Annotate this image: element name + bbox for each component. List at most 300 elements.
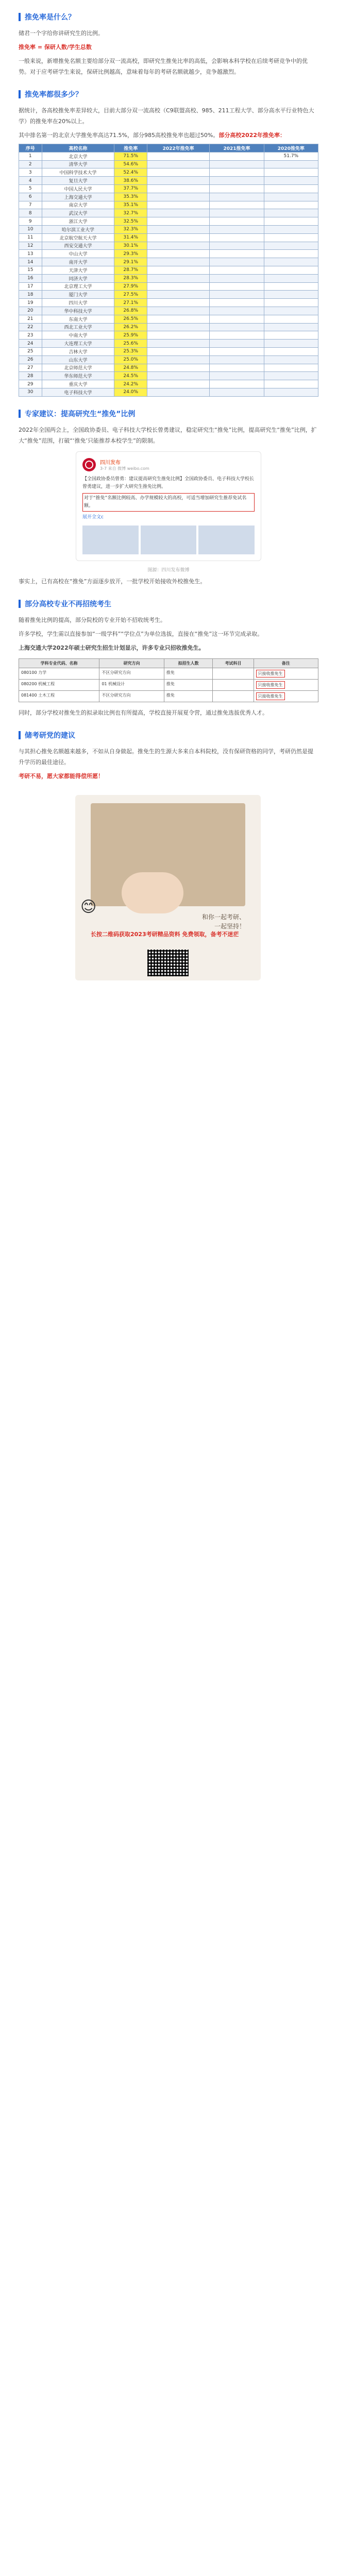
table-cell: 不区分研究方向 <box>99 668 164 679</box>
table-cell <box>147 266 209 274</box>
column-header: 高校名称 <box>42 144 114 152</box>
table-row <box>19 193 318 201</box>
university-name: 上海交通大学 <box>42 193 114 201</box>
table-cell <box>147 307 209 315</box>
table-cell <box>147 152 209 160</box>
table-cell <box>147 217 209 226</box>
table-cell: 9 <box>19 217 42 226</box>
table-cell <box>147 315 209 323</box>
table-cell <box>264 217 318 226</box>
university-name: 北京大学 <box>42 152 114 160</box>
table-cell <box>210 250 264 258</box>
table-cell <box>264 250 318 258</box>
column-header: 研究方向 <box>99 658 164 668</box>
table-cell: 22 <box>19 323 42 331</box>
table-cell <box>147 331 209 340</box>
table-cell: 推免 <box>164 690 213 702</box>
paragraph <box>19 130 318 141</box>
university-name: 武汉大学 <box>42 209 114 217</box>
table-cell: 27.1% <box>114 299 147 307</box>
table-row <box>19 168 318 177</box>
table-cell: 27 <box>19 364 42 372</box>
table-cell <box>210 193 264 201</box>
table-cell <box>264 380 318 388</box>
table-row <box>19 225 318 233</box>
table-cell <box>147 282 209 291</box>
note-highlight: 只接收推免生 <box>256 670 285 677</box>
university-name: 北京理工大学 <box>42 282 114 291</box>
table-cell: 7 <box>19 201 42 209</box>
table-cell <box>147 242 209 250</box>
table-cell <box>147 209 209 217</box>
table-cell <box>254 668 318 679</box>
table-cell: 29 <box>19 380 42 388</box>
table-cell: 080100 力学 <box>19 668 99 679</box>
university-name: 东南大学 <box>42 315 114 323</box>
table-cell <box>147 184 209 193</box>
university-name: 中国人民大学 <box>42 184 114 193</box>
weibo-header <box>82 458 255 471</box>
university-name: 四川大学 <box>42 299 114 307</box>
table-cell: 24.0% <box>114 388 147 396</box>
table-cell <box>264 233 318 242</box>
table-row <box>19 152 318 160</box>
table-cell <box>264 193 318 201</box>
university-name: 华中科技大学 <box>42 307 114 315</box>
table-cell <box>147 225 209 233</box>
table-cell <box>213 679 254 690</box>
table-cell <box>147 340 209 348</box>
table-cell: 推免 <box>164 668 213 679</box>
table-cell: 8 <box>19 209 42 217</box>
university-name: 北京航空航天大学 <box>42 233 114 242</box>
table-cell <box>210 160 264 168</box>
note-highlight: 只接收推免生 <box>256 692 285 700</box>
avatar <box>82 458 96 471</box>
table-cell <box>264 225 318 233</box>
paragraph: 一般来说，新增推免名额主要给部分双一流高校，即研究生推免比率的高低，会影响本科学校在后续考研竞争中的优势。对于应考研学生来说，保研比例越高，意味着每年的考研名额就越少，竞争越激烈。 <box>19 58 308 75</box>
paragraph: 2022年全国两会上，全国政协委员、电子科技大学校长曾勇建议，稳定研究生“推免”比例，提高研究生“推免”比例，扩大“推免”范围，打破“‘推免’只能推荐本校学生”的限制。 <box>19 426 317 444</box>
paragraph-text: 其中排名第一的北京大学推免率高达71.5%，部分985高校推免率也超过50%。 <box>19 132 219 139</box>
table-cell <box>147 323 209 331</box>
university-name: 天津大学 <box>42 266 114 274</box>
university-name: 清华大学 <box>42 160 114 168</box>
section-heading <box>19 596 318 612</box>
table-cell <box>210 323 264 331</box>
table-cell <box>210 282 264 291</box>
section-heading <box>19 87 318 102</box>
table-cell <box>210 217 264 226</box>
table-cell: 01 机械设计 <box>99 679 164 690</box>
table-cell <box>264 201 318 209</box>
table-cell <box>264 160 318 168</box>
table-cell <box>254 690 318 702</box>
table-row <box>19 282 318 291</box>
weibo-highlight: 对于“推免”名额比例较高、办学规模较大的高校，可适当增加研究生推荐免试名额。 <box>82 493 255 512</box>
section-title: 储考研党的建议 <box>25 731 75 740</box>
table-row <box>19 233 318 242</box>
table-cell <box>264 372 318 380</box>
weibo-author[interactable]: 四川发布 <box>100 460 121 466</box>
table-cell <box>264 266 318 274</box>
table-cell <box>147 380 209 388</box>
university-name: 大连理工大学 <box>42 340 114 348</box>
table-cell <box>210 388 264 396</box>
table-cell: 26.8% <box>114 307 147 315</box>
table-cell <box>210 364 264 372</box>
table-cell <box>264 184 318 193</box>
section-title: 推免率都很多少？ <box>25 91 82 99</box>
table-cell <box>210 315 264 323</box>
table-row <box>19 274 318 282</box>
table-cell <box>147 201 209 209</box>
table-cell <box>147 291 209 299</box>
table-cell: 18 <box>19 291 42 299</box>
table-row <box>19 177 318 185</box>
table-cell: 12 <box>19 242 42 250</box>
table-row <box>19 299 318 307</box>
university-name: 吉林大学 <box>42 347 114 355</box>
column-header: 备注 <box>254 658 318 668</box>
table-cell <box>147 355 209 364</box>
table-cell: 25.3% <box>114 347 147 355</box>
heading-bar <box>19 600 21 608</box>
table-cell <box>147 177 209 185</box>
table-row <box>19 372 318 380</box>
table-cell: 35.3% <box>114 193 147 201</box>
weibo-card <box>76 451 261 561</box>
university-name: 同济大学 <box>42 274 114 282</box>
table-row <box>19 323 318 331</box>
table-row <box>19 364 318 372</box>
table-row <box>19 307 318 315</box>
table-cell: 3 <box>19 168 42 177</box>
table-cell: 29.3% <box>114 250 147 258</box>
university-name: 重庆大学 <box>42 380 114 388</box>
table-cell <box>264 347 318 355</box>
table-cell <box>210 274 264 282</box>
column-header: 2020推免率 <box>264 144 318 152</box>
plan-table <box>19 658 318 702</box>
table-cell <box>147 250 209 258</box>
heading-bar <box>19 410 21 418</box>
table-cell: 081400 土木工程 <box>19 690 99 702</box>
table-cell <box>147 233 209 242</box>
university-name: 哈尔滨工业大学 <box>42 225 114 233</box>
table-row <box>19 184 318 193</box>
university-name: 南开大学 <box>42 258 114 266</box>
promo-card <box>75 795 261 980</box>
university-name: 浙江大学 <box>42 217 114 226</box>
section-title: 专家建议：提高研究生“推免”比例 <box>25 410 136 418</box>
table-row <box>19 242 318 250</box>
qr-code[interactable] <box>147 950 189 976</box>
table-cell <box>147 160 209 168</box>
table-cell: 32.5% <box>114 217 147 226</box>
paragraph: 同时，部分学校对推免生的拟录取比例也有所提高，学校直接开展夏令营，通过推免选拔优秀人才。 <box>19 709 268 716</box>
table-cell <box>210 201 264 209</box>
promo-banner <box>19 790 318 986</box>
table-row <box>19 355 318 364</box>
table-row <box>19 380 318 388</box>
table-cell <box>210 168 264 177</box>
table-body <box>19 152 318 396</box>
promo-slogan: 和你一起考研、 一起坚持！ <box>201 913 245 930</box>
table-cell: 38.6% <box>114 177 147 185</box>
table-cell: 24.2% <box>114 380 147 388</box>
heading-bar <box>19 731 21 739</box>
table-cell: 54.6% <box>114 160 147 168</box>
weibo-image[interactable] <box>82 526 139 554</box>
table-cell <box>210 152 264 160</box>
table-cell <box>147 258 209 266</box>
table-cell: 推免 <box>164 679 213 690</box>
table-row <box>19 668 318 679</box>
table-cell: 25.0% <box>114 355 147 364</box>
table-cell: 不区分研究方向 <box>99 690 164 702</box>
table-cell <box>147 388 209 396</box>
table-cell: 17 <box>19 282 42 291</box>
table-row <box>19 347 318 355</box>
table-cell <box>210 184 264 193</box>
column-header: 推免率 <box>114 144 147 152</box>
table-row <box>19 217 318 226</box>
table-cell <box>210 177 264 185</box>
table-cell <box>264 355 318 364</box>
table-cell <box>210 340 264 348</box>
table-cell: 37.7% <box>114 184 147 193</box>
table-row <box>19 340 318 348</box>
paragraph: 许多学校，学生需以直接参加“一级学科”“学位点”为单位选拔，直接在“推免”这一环节完成录取。 <box>19 630 263 637</box>
table-row <box>19 291 318 299</box>
table-cell <box>264 274 318 282</box>
column-header: 序号 <box>19 144 42 152</box>
avatar-icon <box>85 461 93 469</box>
table-cell <box>147 299 209 307</box>
table-cell: 19 <box>19 299 42 307</box>
university-name: 复旦大学 <box>42 177 114 185</box>
article <box>0 9 337 986</box>
table-row <box>19 266 318 274</box>
table-cell: 28.3% <box>114 274 147 282</box>
university-name: 北京师范大学 <box>42 364 114 372</box>
table-cell <box>264 340 318 348</box>
table-cell: 24 <box>19 340 42 348</box>
weibo-body: 【全国政协委员曾勇：建议提高研究生推免比例】全国政协委员、电子科技大学校长曾勇建议，进一步扩大研究生推免比例。 <box>82 476 255 489</box>
promo-hand-image <box>122 872 183 913</box>
smile-emoji-icon: 😊 <box>80 897 97 916</box>
table-cell: 52.4% <box>114 168 147 177</box>
table-cell: 10 <box>19 225 42 233</box>
table-body <box>19 668 318 702</box>
table-cell <box>264 388 318 396</box>
paragraph: 上海交通大学2022年硕士研究生招生计划显示，许多专业只招收推免生。 <box>19 644 205 651</box>
table-cell <box>264 177 318 185</box>
table-cell: 23 <box>19 331 42 340</box>
paragraph: 考研不易，愿大家都能得偿所愿！ <box>19 772 104 779</box>
table-cell <box>147 347 209 355</box>
paragraph: 与其担心推免名额越来越多，不如从自身做起。推免生的生源大多来自本科院校，没有保研资格的同学，考研仍然是提升学历的最佳途径。 <box>19 748 313 766</box>
table-cell: 6 <box>19 193 42 201</box>
university-name: 西北工业大学 <box>42 323 114 331</box>
image-caption: 图源：四川发布微博 <box>147 567 190 573</box>
table-cell: 21 <box>19 315 42 323</box>
paragraph: 据统计，各高校推免率差异较大，目前大部分双一流高校（C9联盟高校、985、211工程大学、部分高水平行业特色大学）的推免率在20%以上。 <box>19 107 314 125</box>
table-cell: 5 <box>19 184 42 193</box>
weibo-image[interactable] <box>198 526 255 554</box>
table-cell: 26 <box>19 355 42 364</box>
table-cell: 080200 机械工程 <box>19 679 99 690</box>
table-cell <box>210 372 264 380</box>
weibo-text <box>82 476 255 521</box>
table-cell: 26.2% <box>114 323 147 331</box>
highlight-text: 部分高校2022年推免率： <box>218 132 286 139</box>
column-header: 拟招生人数 <box>164 658 213 668</box>
table-cell <box>210 307 264 315</box>
section-title: 推免率是什么？ <box>25 13 75 22</box>
table-cell: 51.7% <box>264 152 318 160</box>
column-header: 2021推免率 <box>210 144 264 152</box>
table-row <box>19 209 318 217</box>
section-title: 部分高校专业不再招统考生 <box>25 600 111 608</box>
table-cell <box>264 168 318 177</box>
university-name: 华东师范大学 <box>42 372 114 380</box>
table-cell: 32.3% <box>114 225 147 233</box>
table-cell: 16 <box>19 274 42 282</box>
table-cell <box>147 193 209 201</box>
table-header-row <box>19 144 318 152</box>
university-name: 中南大学 <box>42 331 114 340</box>
table-cell <box>210 242 264 250</box>
column-header: 考试科目 <box>213 658 254 668</box>
table-cell <box>264 242 318 250</box>
table-cell: 24.8% <box>114 364 147 372</box>
table-cell <box>264 364 318 372</box>
table-cell <box>264 258 318 266</box>
table-cell: 29.1% <box>114 258 147 266</box>
university-name: 中山大学 <box>42 250 114 258</box>
table-cell <box>147 364 209 372</box>
table-cell: 4 <box>19 177 42 185</box>
table-cell: 27.9% <box>114 282 147 291</box>
table-cell: 30 <box>19 388 42 396</box>
table-cell <box>210 225 264 233</box>
table-row <box>19 388 318 396</box>
table-row <box>19 690 318 702</box>
university-name: 西安交通大学 <box>42 242 114 250</box>
table-cell <box>264 282 318 291</box>
paragraph: 事实上，已有高校在“推免”方面逐步放开，一批学校开始接收外校推免生。 <box>19 578 206 585</box>
table-cell <box>264 291 318 299</box>
table-cell: 11 <box>19 233 42 242</box>
ranking-table <box>19 144 318 397</box>
table-cell <box>210 355 264 364</box>
table-cell <box>210 209 264 217</box>
table-cell <box>210 331 264 340</box>
table-row <box>19 315 318 323</box>
heading-bar <box>19 13 21 21</box>
column-header: 学科专业代码、名称 <box>19 658 99 668</box>
table-cell <box>264 209 318 217</box>
table-cell: 28 <box>19 372 42 380</box>
table-cell: 25.6% <box>114 340 147 348</box>
table-cell: 13 <box>19 250 42 258</box>
table-cell: 27.5% <box>114 291 147 299</box>
table-cell: 24.5% <box>114 372 147 380</box>
table-row <box>19 201 318 209</box>
weibo-meta <box>100 458 149 471</box>
table-row <box>19 679 318 690</box>
table-cell <box>264 331 318 340</box>
expand-link[interactable]: 展开全文c <box>82 514 104 520</box>
table-cell <box>210 291 264 299</box>
heading-bar <box>19 90 21 98</box>
table-cell <box>210 233 264 242</box>
table-cell <box>264 307 318 315</box>
table-cell: 71.5% <box>114 152 147 160</box>
table-cell <box>147 372 209 380</box>
table-row <box>19 160 318 168</box>
university-name: 厦门大学 <box>42 291 114 299</box>
table-cell: 25 <box>19 347 42 355</box>
table-cell: 35.1% <box>114 201 147 209</box>
section-heading <box>19 727 318 743</box>
university-name: 中国科学技术大学 <box>42 168 114 177</box>
table-cell: 14 <box>19 258 42 266</box>
table-cell: 26.5% <box>114 315 147 323</box>
table-cell <box>210 299 264 307</box>
table-cell: 30.1% <box>114 242 147 250</box>
table-cell: 20 <box>19 307 42 315</box>
university-name: 南京大学 <box>42 201 114 209</box>
weibo-images <box>82 526 255 554</box>
weibo-image[interactable] <box>141 526 197 554</box>
paragraph: 储君一个字给你讲研究生的比例。 <box>19 30 104 37</box>
section-heading <box>19 406 318 421</box>
section-heading <box>19 9 318 25</box>
table-cell <box>210 347 264 355</box>
table-cell <box>213 668 254 679</box>
table-cell: 2 <box>19 160 42 168</box>
table-row <box>19 258 318 266</box>
table-cell <box>264 299 318 307</box>
paragraph: 随着推免比例的提高，部分院校的专业开始不招收统考生。 <box>19 616 166 623</box>
table-cell <box>254 679 318 690</box>
column-header: 2022年推免率 <box>147 144 209 152</box>
formula: 推免率 = 保研人数/学生总数 <box>19 44 92 50</box>
weibo-time: 3-7 来自 微博 weibo.com <box>100 466 149 471</box>
note-highlight: 只接收推免生 <box>256 681 285 689</box>
table-cell: 1 <box>19 152 42 160</box>
table-cell: 25.9% <box>114 331 147 340</box>
table-cell: 28.7% <box>114 266 147 274</box>
table-cell <box>147 168 209 177</box>
table-cell: 32.7% <box>114 209 147 217</box>
table-cell <box>210 258 264 266</box>
table-cell: 31.4% <box>114 233 147 242</box>
university-name: 电子科技大学 <box>42 388 114 396</box>
table-cell <box>213 690 254 702</box>
table-row <box>19 250 318 258</box>
table-cell <box>264 315 318 323</box>
promo-cta: 长按二维码获取2023考研精品资料 免费领取，备考不迷茫 <box>91 930 239 938</box>
table-row <box>19 331 318 340</box>
table-cell: 15 <box>19 266 42 274</box>
table-cell <box>147 274 209 282</box>
table-cell <box>264 323 318 331</box>
table-cell <box>210 266 264 274</box>
university-name: 山东大学 <box>42 355 114 364</box>
